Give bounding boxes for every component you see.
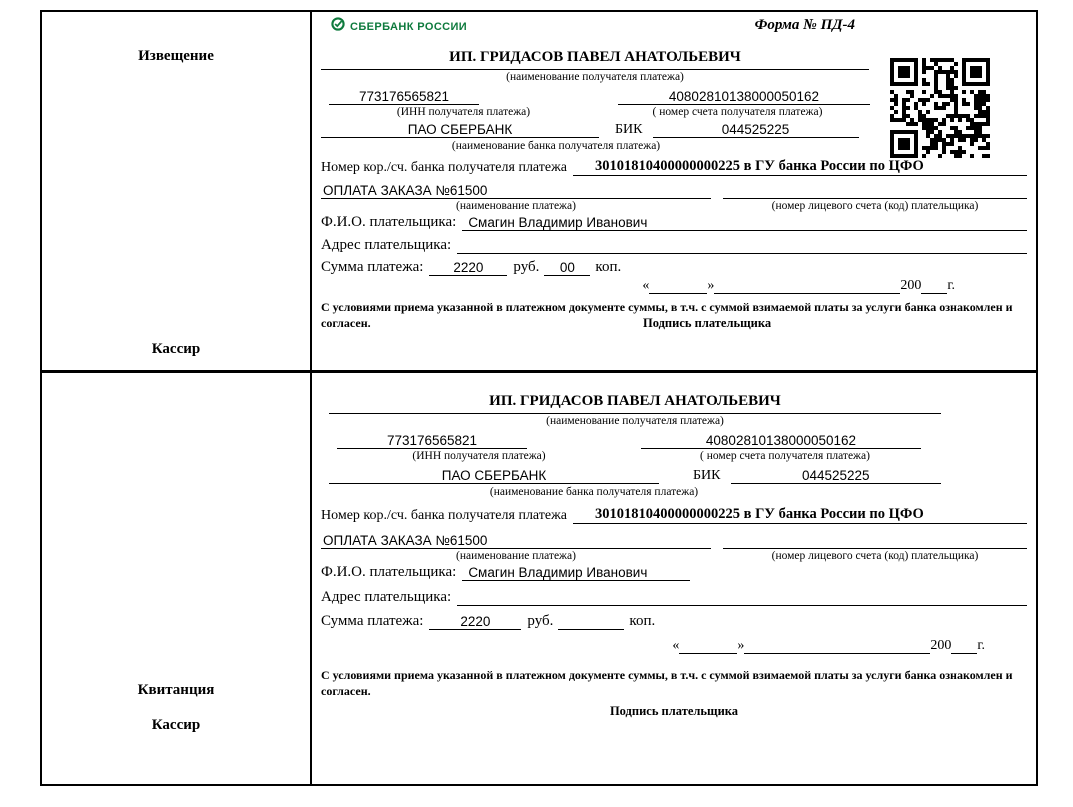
corr-account-label: Номер кор./сч. банка получателя платежа <box>321 160 567 175</box>
bank-row <box>321 122 869 138</box>
payee-name: ИП. ГРИДАСОВ ПАВЕЛ АНАТОЛЬЕВИЧ <box>329 393 941 414</box>
inn-account-row <box>329 433 941 449</box>
inn-account-captions <box>321 105 869 118</box>
receipt-stub <box>42 373 312 784</box>
amount-label: Сумма платежа: <box>321 613 424 629</box>
personal-account-blank <box>723 532 1027 549</box>
date-month-blank <box>744 638 930 654</box>
purpose-caption: (наименование платежа) <box>456 550 576 562</box>
inn-value: 773176565821 <box>329 89 479 105</box>
payer-name-label: Ф.И.О. плательщика: <box>321 564 457 580</box>
payer-name-value: Смагин Владимир Иванович <box>462 565 690 581</box>
account-caption: ( номер счета получателя платежа) <box>652 106 823 118</box>
payer-address-row <box>321 588 1027 606</box>
purpose-value: ОПЛАТА ЗАКАЗА №61500 <box>321 183 711 199</box>
year-blank <box>951 638 977 654</box>
year-suffix: г. <box>947 278 955 293</box>
sberbank-logo-icon <box>331 17 345 36</box>
cashier-label: Кассир <box>151 341 201 357</box>
year-suffix: г. <box>977 638 985 653</box>
receipt-section <box>42 373 1036 784</box>
payee-name: ИП. ГРИДАСОВ ПАВЕЛ АНАТОЛЬЕВИЧ <box>321 49 869 70</box>
bik-value: 044525225 <box>731 468 942 484</box>
signature-label: Подпись плательщика <box>637 316 771 331</box>
payer-name-row <box>321 564 1027 581</box>
payer-name-row <box>321 214 1027 231</box>
purpose-caption: (наименование платежа) <box>456 200 576 212</box>
date-month-blank <box>714 278 900 294</box>
bik-label: БИК <box>693 468 721 483</box>
notice-header <box>321 12 1027 41</box>
terms-block <box>321 668 1027 699</box>
purpose-captions <box>321 549 1027 562</box>
personal-account-caption: (номер лицевого счета (код) плательщика) <box>771 200 979 212</box>
payee-caption: (наименование получателя платежа) <box>546 415 724 427</box>
form-number: Форма № ПД-4 <box>754 17 855 33</box>
corr-account-value: 30101810400000000225 в ГУ банка России по ЦФО <box>573 506 1027 524</box>
date-day-blank <box>679 638 737 654</box>
amount-kop-value <box>558 629 624 630</box>
payee-caption: (наименование получателя платежа) <box>506 71 684 83</box>
bank-row <box>329 468 941 484</box>
qr-code <box>890 58 990 158</box>
year-prefix: 200 <box>900 278 922 293</box>
inn-account-captions <box>329 449 941 462</box>
signature-label: Подпись плательщика <box>609 704 739 719</box>
purpose-value: ОПЛАТА ЗАКАЗА №61500 <box>321 533 711 549</box>
corr-account-row <box>321 506 1027 524</box>
bank-caption: (наименование банка получателя платежа) <box>451 140 661 152</box>
personal-account-blank <box>723 182 1027 199</box>
amount-row <box>321 259 1027 276</box>
year-blank <box>921 278 947 294</box>
payer-name-value: Смагин Владимир Иванович <box>462 215 1027 231</box>
account-caption: ( номер счета получателя платежа) <box>700 450 870 462</box>
notice-label: Извещение <box>138 48 214 64</box>
payer-address-label: Адрес плательщика: <box>321 589 452 605</box>
account-value: 40802810138000050162 <box>618 89 870 105</box>
sberbank-logo-text: СБЕРБАНК РОССИИ <box>350 20 468 33</box>
inn-caption: (ИНН получателя платежа) <box>396 106 531 118</box>
receipt-body <box>312 373 1036 784</box>
payer-name-label: Ф.И.О. плательщика: <box>321 214 457 230</box>
inn-value: 773176565821 <box>337 433 527 449</box>
terms-text: С условиями приема указанной в платежном документе суммы, в т.ч. с суммой взимаемой платы за услуги банка ознакомлен и согласен. <box>321 668 1013 698</box>
payer-address-label: Адрес плательщика: <box>321 237 452 253</box>
receipt-label: Квитанция <box>137 682 215 698</box>
inn-account-row <box>321 89 869 105</box>
notice-stub <box>42 12 312 370</box>
amount-label: Сумма платежа: <box>321 259 424 275</box>
purpose-row <box>321 182 1027 199</box>
bik-label: БИК <box>615 122 643 137</box>
corr-account-label: Номер кор./сч. банка получателя платежа <box>321 508 567 523</box>
date-day-blank <box>649 278 707 294</box>
kop-label: коп. <box>595 259 622 275</box>
payer-address-blank <box>457 588 1027 606</box>
quote-close: » <box>707 278 715 293</box>
rub-label: руб. <box>527 613 554 629</box>
amount-row <box>321 613 1027 630</box>
inn-caption: (ИНН получателя платежа) <box>412 450 546 462</box>
bank-caption: (наименование банка получателя платежа) <box>489 486 699 498</box>
payer-address-row <box>321 236 1027 254</box>
pd4-form <box>40 10 1038 786</box>
terms-block <box>321 300 1027 331</box>
quote-close: » <box>737 638 745 653</box>
kop-label: коп. <box>629 613 656 629</box>
amount-rub-value: 2220 <box>429 614 521 630</box>
account-value: 40802810138000050162 <box>641 433 921 449</box>
date-row <box>321 278 1027 294</box>
corr-account-value: 30101810400000000225 в ГУ банка России по ЦФО <box>573 158 1027 176</box>
notice-body <box>312 12 1036 370</box>
payer-address-blank <box>457 236 1027 254</box>
bank-name: ПАО СБЕРБАНК <box>329 468 659 484</box>
notice-section <box>42 12 1036 373</box>
bank-name: ПАО СБЕРБАНК <box>321 122 599 138</box>
personal-account-caption: (номер лицевого счета (код) плательщика) <box>771 550 979 562</box>
amount-kop-value: 00 <box>544 260 590 276</box>
year-prefix: 200 <box>930 638 952 653</box>
date-row <box>321 638 1027 654</box>
terms-text: С условиями приема указанной в платежном документе суммы, в т.ч. с суммой взимаемой платы за услуги банка ознакомлен и согласен. <box>321 300 1013 330</box>
amount-rub-value: 2220 <box>429 260 507 276</box>
sberbank-logo <box>331 17 467 36</box>
purpose-captions <box>321 199 1027 212</box>
rub-label: руб. <box>513 259 540 275</box>
purpose-row <box>321 532 1027 549</box>
cashier-label: Кассир <box>151 717 201 733</box>
bik-value: 044525225 <box>653 122 859 138</box>
quote-open: « <box>642 278 650 293</box>
corr-account-row <box>321 158 1027 176</box>
quote-open: « <box>672 638 680 653</box>
